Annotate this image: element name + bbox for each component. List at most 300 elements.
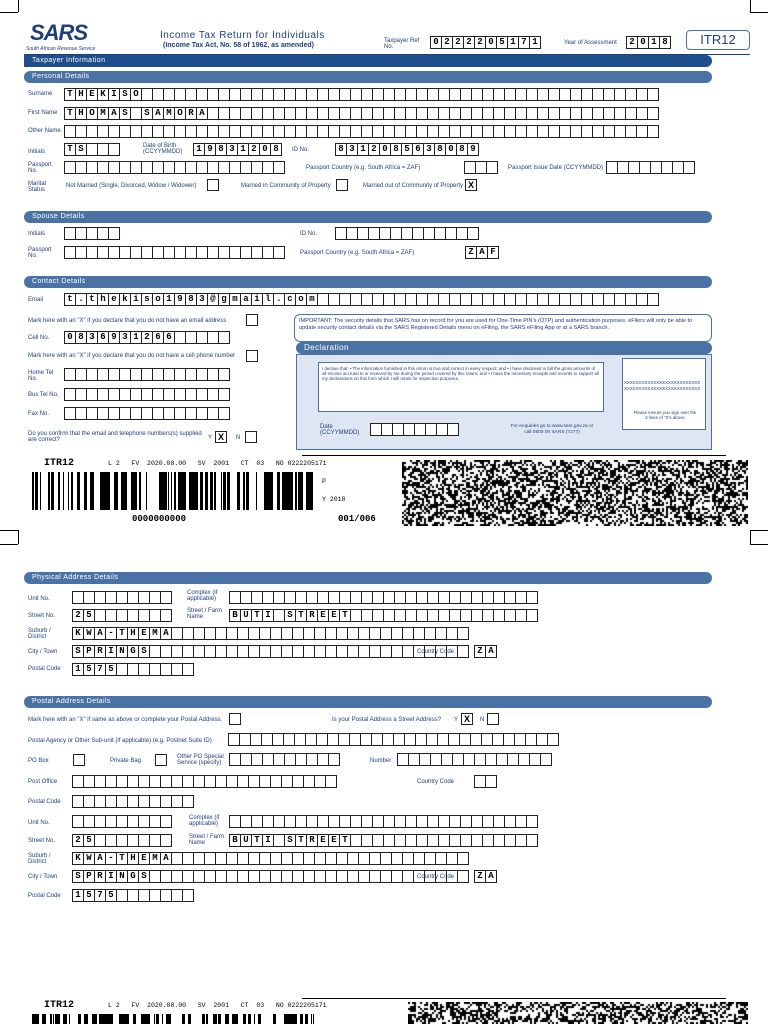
char-box: 7: [518, 36, 530, 49]
char-box[interactable]: [218, 407, 230, 420]
footer-barcode: [32, 472, 316, 510]
char-box[interactable]: G: [127, 870, 139, 883]
char-box[interactable]: [457, 870, 469, 883]
sars-logo: SARS: [30, 20, 88, 45]
char-box[interactable]: E: [328, 609, 340, 622]
char-box[interactable]: P: [83, 870, 95, 883]
char-box[interactable]: A: [476, 246, 488, 259]
postal-unit-field[interactable]: [72, 815, 171, 828]
char-box[interactable]: N: [116, 870, 128, 883]
postal-suburb-field[interactable]: [72, 852, 468, 865]
footer-zeros: 0000000000: [132, 514, 187, 524]
postal-country-field-2[interactable]: [474, 870, 496, 883]
char-box[interactable]: 9: [467, 143, 479, 156]
out-community-label: Married out of Community of Property: [363, 183, 464, 189]
char-box: 1: [507, 36, 519, 49]
char-box[interactable]: .: [75, 293, 87, 306]
postal-yes-checkbox[interactable]: X: [461, 713, 473, 725]
char-box[interactable]: S: [284, 834, 296, 847]
char-box[interactable]: h: [97, 293, 109, 306]
char-box[interactable]: A: [160, 852, 172, 865]
char-box[interactable]: T: [251, 834, 263, 847]
char-box[interactable]: A: [94, 627, 106, 640]
char-box[interactable]: [486, 161, 498, 174]
char-box[interactable]: E: [138, 627, 150, 640]
confirm-label: Do you confirm that the email and telephone numbers(s) supplied are correct?: [28, 431, 202, 443]
char-box[interactable]: S: [138, 870, 150, 883]
marital-label: Marital Status: [28, 181, 47, 193]
char-box[interactable]: [647, 293, 659, 306]
postal-code-field-2[interactable]: [72, 889, 193, 902]
char-box[interactable]: 3: [423, 143, 435, 156]
char-box[interactable]: H: [127, 852, 139, 865]
char-box[interactable]: 3: [226, 143, 238, 156]
char-box[interactable]: [273, 246, 285, 259]
initials-field[interactable]: [64, 143, 119, 156]
char-box[interactable]: [526, 609, 538, 622]
char-box[interactable]: 9: [204, 143, 216, 156]
char-box[interactable]: 6: [97, 331, 109, 344]
char-box[interactable]: [182, 795, 194, 808]
char-box[interactable]: N: [116, 645, 128, 658]
char-box[interactable]: A: [152, 107, 164, 120]
spouse-initials-label: Initials: [28, 231, 46, 237]
id-field[interactable]: [335, 143, 478, 156]
postal-code-label-2: Postal Code: [28, 893, 61, 899]
footer2-2d-barcode: [408, 1002, 748, 1024]
year-field: [626, 36, 670, 49]
char-box[interactable]: 5: [83, 889, 95, 902]
char-box[interactable]: .: [273, 293, 285, 306]
char-box[interactable]: K: [72, 627, 84, 640]
passport-issue-field[interactable]: [606, 161, 694, 174]
char-box[interactable]: [457, 852, 469, 865]
char-box[interactable]: S: [72, 870, 84, 883]
char-box[interactable]: R: [185, 107, 197, 120]
char-box[interactable]: W: [83, 852, 95, 865]
char-box[interactable]: U: [240, 609, 252, 622]
footer-page-number: 001/006: [338, 514, 376, 524]
spouse-passport-country-field[interactable]: [465, 246, 498, 259]
phys-city-field[interactable]: [72, 645, 468, 658]
postal-country-label-2: Country Code: [417, 874, 455, 880]
char-box[interactable]: -: [105, 627, 117, 640]
char-box[interactable]: T: [251, 609, 263, 622]
char-box[interactable]: S: [138, 645, 150, 658]
po-box-label: PO Box: [28, 758, 49, 764]
char-box[interactable]: A: [485, 870, 497, 883]
char-box[interactable]: 8: [270, 143, 282, 156]
crop-mark: [750, 544, 768, 545]
postal-complex-field[interactable]: [229, 815, 537, 828]
char-box[interactable]: 1: [130, 331, 142, 344]
char-box[interactable]: 1: [163, 293, 175, 306]
char-box[interactable]: A: [485, 645, 497, 658]
char-box[interactable]: [160, 815, 172, 828]
char-box[interactable]: 2: [368, 143, 380, 156]
other-po-label: Other PO Special Service (specify): [177, 754, 224, 766]
phys-street-no-field[interactable]: [72, 609, 171, 622]
crop-mark: [750, 530, 751, 544]
char-box[interactable]: 1: [357, 143, 369, 156]
char-box[interactable]: [457, 645, 469, 658]
char-box[interactable]: 8: [335, 143, 347, 156]
year-label: Year of Assessment: [564, 40, 617, 46]
char-box[interactable]: M: [149, 627, 161, 640]
dob-field[interactable]: [193, 143, 281, 156]
char-box[interactable]: H: [127, 627, 139, 640]
char-box[interactable]: R: [306, 609, 318, 622]
not-married-checkbox[interactable]: [207, 179, 219, 191]
char-box[interactable]: I: [262, 609, 274, 622]
postal-agency-field[interactable]: [228, 733, 558, 746]
declaration-date-field[interactable]: [370, 423, 458, 436]
char-box[interactable]: 8: [456, 143, 468, 156]
spouse-passport-label: Passport No.: [28, 247, 52, 259]
phys-country-label: Country Code: [417, 649, 455, 655]
footer-rule-2: [302, 998, 726, 999]
char-box[interactable]: 6: [163, 331, 175, 344]
char-box[interactable]: 5: [83, 834, 95, 847]
char-box[interactable]: o: [295, 293, 307, 306]
phys-street-label: Street / Farm Name: [187, 608, 223, 620]
post-office-field[interactable]: [72, 775, 336, 788]
char-box[interactable]: 0: [64, 331, 76, 344]
char-box[interactable]: S: [284, 609, 296, 622]
char-box[interactable]: @: [207, 293, 219, 306]
no-cell-checkbox[interactable]: [246, 350, 258, 362]
char-box[interactable]: [540, 753, 552, 766]
postal-country-label-1: Country Code: [417, 779, 455, 785]
char-box[interactable]: [457, 627, 469, 640]
char-box[interactable]: [218, 388, 230, 401]
char-box[interactable]: m: [229, 293, 241, 306]
char-box[interactable]: Z: [465, 246, 477, 259]
passport-country-field[interactable]: [464, 161, 497, 174]
char-box[interactable]: e: [108, 293, 120, 306]
footer-p-label: P: [322, 478, 326, 485]
char-box[interactable]: 1: [72, 889, 84, 902]
char-box[interactable]: F: [487, 246, 499, 259]
declaration-date-label: Date (CCYYMMDD): [320, 424, 360, 436]
char-box[interactable]: P: [83, 645, 95, 658]
char-box[interactable]: 6: [412, 143, 424, 156]
char-box[interactable]: [160, 609, 172, 622]
cell-field[interactable]: [64, 331, 229, 344]
no-email-checkbox[interactable]: [246, 314, 258, 326]
postal-complex-label: Complex (if applicable): [189, 815, 220, 827]
other-name-field[interactable]: [64, 125, 658, 138]
postal-street-label: Street / Farm Name: [189, 834, 225, 846]
postal-street-no-field[interactable]: [72, 834, 171, 847]
char-box[interactable]: 2: [72, 609, 84, 622]
char-box[interactable]: [447, 423, 459, 436]
surname-label: Surname: [28, 91, 53, 97]
char-box[interactable]: G: [127, 645, 139, 658]
char-box[interactable]: 0: [379, 143, 391, 156]
phys-complex-field[interactable]: [229, 591, 537, 604]
char-box[interactable]: t: [86, 293, 98, 306]
char-box[interactable]: T: [339, 609, 351, 622]
char-box[interactable]: [108, 143, 120, 156]
char-box[interactable]: I: [262, 834, 274, 847]
footer-year: Y 2018: [322, 496, 346, 503]
char-box[interactable]: A: [94, 852, 106, 865]
char-box[interactable]: [526, 591, 538, 604]
char-box[interactable]: 3: [119, 331, 131, 344]
char-box[interactable]: 8: [185, 293, 197, 306]
char-box[interactable]: g: [218, 293, 230, 306]
char-box[interactable]: 5: [83, 609, 95, 622]
postal-same-checkbox[interactable]: [229, 713, 241, 725]
spouse-initials-field[interactable]: [64, 227, 119, 240]
char-box[interactable]: [647, 107, 659, 120]
char-box[interactable]: E: [328, 834, 340, 847]
char-box[interactable]: S: [119, 88, 131, 101]
char-box[interactable]: 8: [215, 143, 227, 156]
char-box[interactable]: [485, 775, 497, 788]
char-box[interactable]: [547, 733, 559, 746]
char-box[interactable]: H: [75, 88, 87, 101]
char-box[interactable]: 7: [94, 663, 106, 676]
declaration-text: I declare that: • The information furnished in this return is true and correct in every respect; and • I have disclosed in full the gross amounts of all income accrued to or received by me during the period covered by this return; and • I have the necessary receipts and records to support all my declarations on this form which I will retain for inspection purposes.: [318, 362, 604, 412]
char-box[interactable]: A: [108, 107, 120, 120]
crop-mark: [750, 12, 768, 13]
char-box[interactable]: 2: [72, 834, 84, 847]
char-box[interactable]: [108, 227, 120, 240]
phys-country-field[interactable]: [474, 645, 496, 658]
community-checkbox[interactable]: [336, 179, 348, 191]
char-box[interactable]: 7: [94, 889, 106, 902]
char-box[interactable]: [325, 775, 337, 788]
first-name-label: First Name: [28, 110, 58, 116]
char-box[interactable]: S: [141, 107, 153, 120]
char-box[interactable]: Z: [474, 645, 486, 658]
post-office-label: Post Office: [28, 779, 58, 785]
char-box[interactable]: 1: [72, 663, 84, 676]
postal-same-label: Mark here with an "X" if same as above or complete your Postal Address.: [28, 717, 223, 723]
not-married-label: Not Married (Single, Divorced, Widow / Widower): [66, 183, 197, 189]
char-box[interactable]: 1: [237, 143, 249, 156]
char-box[interactable]: [467, 227, 479, 240]
po-box-checkbox[interactable]: [73, 754, 85, 766]
contact-details-bar: Contact Details: [24, 276, 712, 288]
char-box[interactable]: S: [75, 143, 87, 156]
char-box[interactable]: R: [306, 834, 318, 847]
spouse-id-field[interactable]: [335, 227, 478, 240]
char-box[interactable]: i: [130, 293, 142, 306]
postal-no-checkbox[interactable]: [487, 713, 499, 725]
char-box[interactable]: o: [152, 293, 164, 306]
char-box[interactable]: E: [86, 88, 98, 101]
char-box[interactable]: -: [105, 852, 117, 865]
char-box[interactable]: 2: [248, 143, 260, 156]
char-box[interactable]: 6: [152, 331, 164, 344]
other-po-field[interactable]: [229, 753, 339, 766]
char-box[interactable]: s: [141, 293, 153, 306]
char-box[interactable]: 0: [259, 143, 271, 156]
char-box[interactable]: [160, 834, 172, 847]
char-box[interactable]: M: [149, 852, 161, 865]
char-box[interactable]: [218, 331, 230, 344]
cell-label: Cell No.: [28, 335, 50, 341]
section-taxpayer-bar: Taxpayer Information: [24, 55, 712, 67]
footer2-form-code: ITR12: [44, 1000, 75, 1011]
po-number-field[interactable]: [397, 753, 551, 766]
crop-mark: [750, 0, 751, 12]
char-box[interactable]: 3: [196, 293, 208, 306]
char-box[interactable]: E: [138, 852, 150, 865]
char-box[interactable]: i: [251, 293, 263, 306]
char-box[interactable]: [526, 834, 538, 847]
signature-note: Please ensure you sign over the 2 lines of "X's above: [633, 410, 697, 420]
first-name-field[interactable]: [64, 107, 658, 120]
email-field[interactable]: [64, 293, 658, 306]
char-box[interactable]: O: [174, 107, 186, 120]
char-box[interactable]: A: [196, 107, 208, 120]
char-box[interactable]: I: [105, 645, 117, 658]
char-box[interactable]: T: [64, 107, 76, 120]
char-box[interactable]: S: [72, 645, 84, 658]
char-box[interactable]: W: [83, 627, 95, 640]
postal-street-question: Is your Postal Address a Street Address?: [332, 717, 442, 723]
char-box[interactable]: 5: [401, 143, 413, 156]
postal-street-field[interactable]: [229, 834, 537, 847]
confirm-yes-checkbox[interactable]: X: [215, 431, 227, 443]
char-box[interactable]: [182, 663, 194, 676]
char-box[interactable]: 8: [434, 143, 446, 156]
char-box[interactable]: T: [64, 88, 76, 101]
char-box[interactable]: 3: [86, 331, 98, 344]
fax-field[interactable]: [64, 407, 229, 420]
phys-unit-field[interactable]: [72, 591, 171, 604]
no-email-label: Mark here with an "X" if you declare that you do not have an email address: [28, 318, 227, 324]
char-box[interactable]: K: [97, 88, 109, 101]
char-box[interactable]: B: [229, 834, 241, 847]
char-box[interactable]: S: [119, 107, 131, 120]
phys-city-label: City / Town: [28, 649, 58, 655]
crop-mark: [18, 530, 19, 544]
postal-code-field-1[interactable]: [72, 795, 193, 808]
char-box[interactable]: E: [317, 609, 329, 622]
char-box[interactable]: T: [116, 627, 128, 640]
char-box: 0: [430, 36, 442, 49]
confirm-no-checkbox[interactable]: [245, 431, 257, 443]
home-tel-field[interactable]: [64, 368, 229, 381]
char-box[interactable]: B: [229, 609, 241, 622]
char-box[interactable]: [328, 753, 340, 766]
char-box[interactable]: R: [94, 645, 106, 658]
char-box[interactable]: c: [284, 293, 296, 306]
char-box[interactable]: 1: [193, 143, 205, 156]
dob-label: Date of Birth (CCYYMMDD): [143, 143, 183, 155]
bus-tel-field[interactable]: [64, 388, 229, 401]
char-box[interactable]: U: [240, 834, 252, 847]
private-bag-checkbox[interactable]: [155, 754, 167, 766]
char-box[interactable]: [647, 125, 659, 138]
char-box[interactable]: M: [163, 107, 175, 120]
char-box[interactable]: t: [64, 293, 76, 306]
char-box[interactable]: 3: [346, 143, 358, 156]
char-box: 8: [659, 36, 671, 49]
char-box[interactable]: [160, 591, 172, 604]
logo-subtitle: South African Revenue Service: [26, 46, 96, 52]
char-box[interactable]: 5: [105, 889, 117, 902]
char-box[interactable]: O: [130, 88, 142, 101]
char-box[interactable]: Z: [474, 870, 486, 883]
char-box[interactable]: T: [339, 834, 351, 847]
char-box[interactable]: [526, 815, 538, 828]
spouse-passport-country-label: Passport Country (e.g. South Africa = ZAF): [300, 250, 415, 256]
char-box[interactable]: E: [317, 834, 329, 847]
char-box[interactable]: 9: [108, 331, 120, 344]
char-box[interactable]: A: [160, 627, 172, 640]
spouse-passport-field[interactable]: [64, 246, 284, 259]
phys-street-field[interactable]: [229, 609, 537, 622]
form-code-badge: ITR12: [686, 30, 750, 50]
char-box: 5: [496, 36, 508, 49]
phys-postal-field[interactable]: [72, 663, 193, 676]
out-community-checkbox[interactable]: X: [465, 179, 477, 191]
bus-tel-label: Bus Tel No.: [28, 392, 59, 398]
char-box[interactable]: H: [75, 107, 87, 120]
surname-field[interactable]: [64, 88, 658, 101]
char-box[interactable]: T: [64, 143, 76, 156]
postal-city-field[interactable]: [72, 870, 468, 883]
char-box[interactable]: [647, 88, 659, 101]
passport-field[interactable]: [64, 161, 284, 174]
char-box: 2: [474, 36, 486, 49]
phys-unit-label: Unit No.: [28, 596, 50, 602]
char-box[interactable]: 5: [83, 663, 95, 676]
char-box[interactable]: M: [97, 107, 109, 120]
char-box[interactable]: k: [119, 293, 131, 306]
char-box[interactable]: K: [72, 852, 84, 865]
postal-address-bar: Postal Address Details: [24, 696, 712, 708]
char-box[interactable]: 9: [174, 293, 186, 306]
char-box[interactable]: m: [306, 293, 318, 306]
char-box[interactable]: l: [262, 293, 274, 306]
char-box[interactable]: T: [295, 834, 307, 847]
important-notice: IMPORTANT: The security details that SARS has on record for you are used for One-Time PIN's (OTP) and authentication purposes. eFilers will only be able to update security contact details via the SARS Registered Details menu on eFiling, the SARS eFiling App or at a SARS branch.: [294, 314, 712, 342]
email-label: Email: [28, 297, 44, 303]
char-box[interactable]: [218, 368, 230, 381]
community-label: Married in Community of Property: [241, 183, 331, 189]
char-box[interactable]: I: [108, 88, 120, 101]
postal-country-field-1[interactable]: [474, 775, 496, 788]
crop-mark: [750, 530, 768, 531]
char-box[interactable]: 0: [445, 143, 457, 156]
char-box[interactable]: [273, 161, 285, 174]
signature-line-1: XXXXXXXXXXXXXXXXXXXXXXXXXX: [624, 380, 701, 385]
char-box[interactable]: a: [240, 293, 252, 306]
char-box[interactable]: 8: [390, 143, 402, 156]
char-box: 1: [529, 36, 541, 49]
char-box[interactable]: 8: [75, 331, 87, 344]
char-box[interactable]: T: [295, 609, 307, 622]
postal-city-label: City / Town: [28, 874, 58, 880]
char-box[interactable]: T: [116, 852, 128, 865]
phys-suburb-field[interactable]: [72, 627, 468, 640]
char-box[interactable]: 2: [141, 331, 153, 344]
char-box[interactable]: O: [86, 107, 98, 120]
char-box[interactable]: [182, 889, 194, 902]
crop-mark: [0, 530, 18, 531]
char-box[interactable]: 5: [105, 663, 117, 676]
char-box[interactable]: [683, 161, 695, 174]
char-box[interactable]: R: [94, 870, 106, 883]
char-box[interactable]: I: [105, 870, 117, 883]
